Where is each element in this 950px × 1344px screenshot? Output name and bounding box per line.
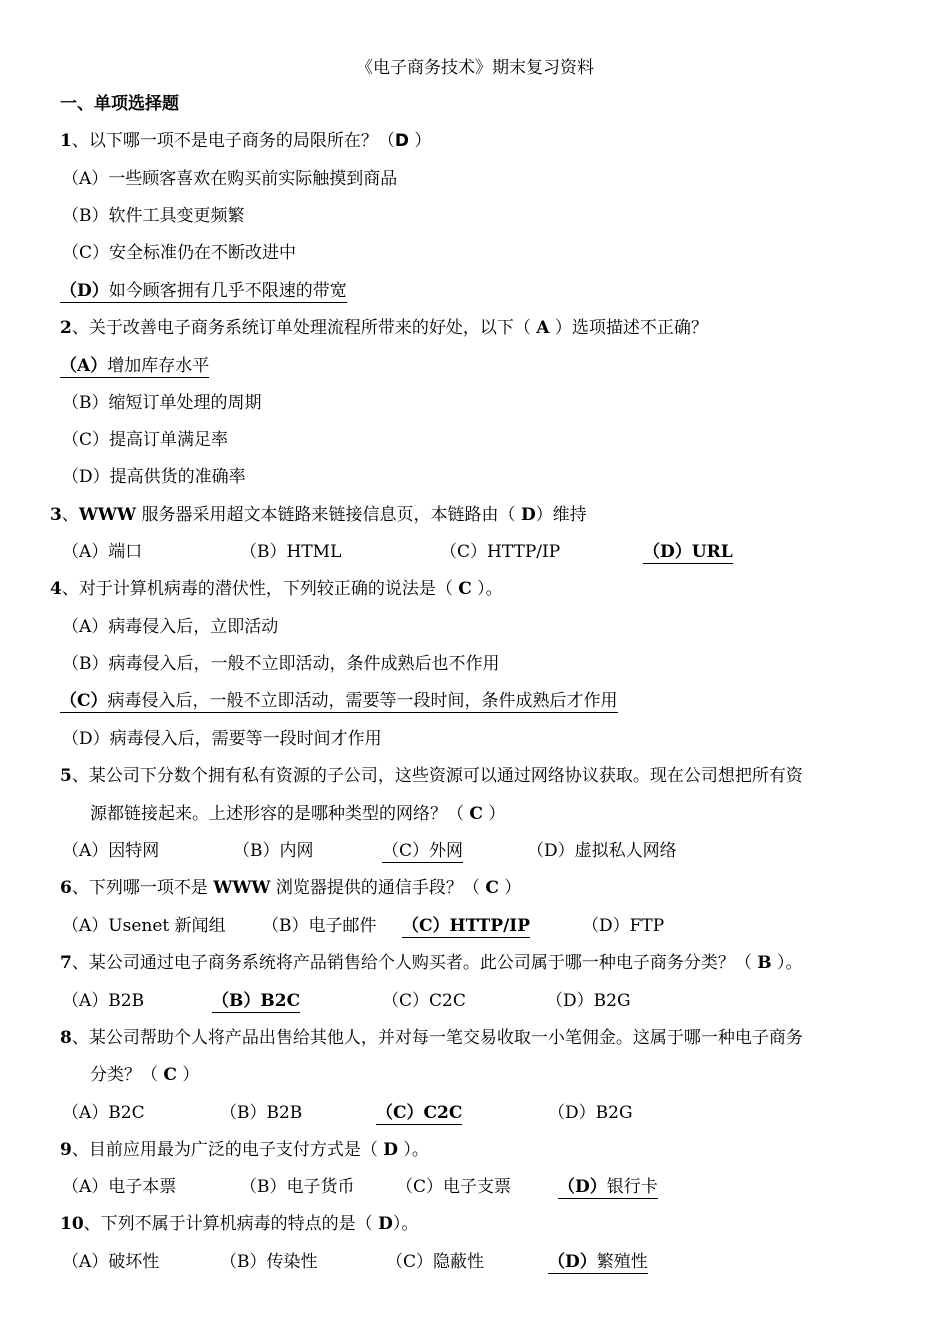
- question-text: 源都链接起来。上述形容的是哪种类型的网络？（: [90, 804, 470, 824]
- option-d: （D）FTP: [582, 916, 665, 936]
- option-a: （A）破坏性: [62, 1252, 160, 1272]
- question-close: ）。: [471, 579, 503, 599]
- question-3: [50, 504, 587, 526]
- option-b: （B）软件工具变更频繁: [62, 206, 245, 226]
- option-text: （C）HTTP/IP: [402, 916, 531, 936]
- question-number: 7: [60, 953, 72, 973]
- question-text: 、下列不属于计算机病毒的特点的是（: [83, 1214, 379, 1234]
- question-text: 、某公司帮助个人将产品出售给其他人，并对每一笔交易收取一小笔佣金。这属于哪一种电子商务: [71, 1028, 803, 1048]
- option-text: （C）外网: [382, 841, 464, 861]
- option-text: （C）C2C: [376, 1103, 463, 1123]
- question-close: ）。: [392, 1214, 419, 1234]
- option-text: 如今顾客拥有几乎不限速的带宽: [108, 281, 347, 301]
- option-d: （D）B2G: [548, 1103, 633, 1123]
- question-text-2: 浏览器提供的通信手段？（: [270, 878, 486, 898]
- option-c: （C）安全标准仍在不断改进中: [62, 243, 297, 263]
- question-number: 5: [60, 766, 72, 786]
- option-text: 银行卡: [606, 1177, 658, 1197]
- question-5-cont: [90, 803, 505, 825]
- option-a: （A）B2B: [62, 991, 145, 1011]
- option-a: （A）病毒侵入后，立即活动: [62, 617, 279, 637]
- answer-key: C: [163, 1065, 177, 1085]
- question-text: 、某公司下分数个拥有私有资源的子公司，这些资源可以通过网络协议获取。现在公司想把所有资: [71, 766, 803, 786]
- option-b: （B）电子货币: [240, 1177, 355, 1197]
- option-label: （A）: [60, 356, 108, 376]
- option-d: （D）B2G: [546, 991, 631, 1011]
- question-close: ）: [498, 878, 522, 898]
- option-c-correct: [60, 690, 618, 712]
- question-close: ）。: [771, 953, 803, 973]
- option-label: （D）: [548, 1252, 597, 1272]
- option-c-correct: [382, 840, 463, 862]
- option-c-correct: [402, 915, 530, 937]
- www-term: WWW: [78, 505, 137, 525]
- question-number: 6: [60, 878, 72, 898]
- question-number: 1: [60, 131, 72, 151]
- option-b: （B）电子邮件: [262, 916, 377, 936]
- option-c-correct: [376, 1102, 462, 1124]
- question-number: 3: [50, 505, 62, 525]
- option-b: （B）病毒侵入后，一般不立即活动，条件成熟后也不作用: [62, 654, 500, 674]
- answer-key: C: [469, 804, 483, 824]
- question-7: [60, 952, 803, 974]
- option-c: （C）提高订单满足率: [62, 430, 229, 450]
- question-close: ）: [482, 804, 506, 824]
- question-9: [60, 1139, 429, 1161]
- answer-key: D: [394, 131, 409, 151]
- option-label: （D）: [558, 1177, 607, 1197]
- question-10: [60, 1213, 418, 1235]
- option-a: （A）因特网: [62, 841, 160, 861]
- option-d-correct: [643, 541, 733, 563]
- option-d-correct: [548, 1251, 648, 1273]
- option-a: （A）Usenet 新闻组: [62, 916, 226, 936]
- document-title: 《电子商务技术》期末复习资料: [356, 58, 594, 78]
- www-term: WWW: [213, 878, 271, 898]
- answer-key: B: [757, 953, 772, 973]
- answer-key: A: [536, 318, 550, 338]
- question-close: ）: [176, 1065, 200, 1085]
- option-b-correct: [212, 990, 300, 1012]
- option-d: （D）病毒侵入后，需要等一段时间才作用: [62, 729, 382, 749]
- question-text: 、关于改善电子商务系统订单处理流程所带来的好处，以下（: [71, 318, 537, 338]
- question-6: [60, 877, 521, 899]
- question-1: [60, 130, 431, 152]
- question-number: 9: [60, 1140, 72, 1160]
- question-5: [60, 765, 803, 787]
- option-d-correct: [558, 1176, 658, 1198]
- option-a: （A）端口: [62, 542, 143, 562]
- option-d: （D）提高供货的准确率: [62, 467, 246, 487]
- question-text: 、某公司通过电子商务系统将产品销售给个人购买者。此公司属于哪一种电子商务分类？（: [71, 953, 758, 973]
- option-text: （B）B2C: [212, 991, 301, 1011]
- option-c: （C）电子支票: [396, 1177, 512, 1197]
- question-text: 、目前应用最为广泛的电子支付方式是（: [71, 1140, 384, 1160]
- question-close: ）: [408, 131, 432, 151]
- option-c: （C）HTTP/IP: [440, 542, 561, 562]
- question-separator: 、: [61, 505, 79, 525]
- option-a: （A）电子本票: [62, 1177, 177, 1197]
- option-label: （D）: [60, 281, 109, 301]
- option-d-correct: [60, 280, 347, 302]
- option-a: （A）一些顾客喜欢在购买前实际触摸到商品: [62, 169, 398, 189]
- option-b: （B）B2B: [220, 1103, 303, 1123]
- option-c: （C）C2C: [382, 991, 466, 1011]
- option-d: （D）虚拟私人网络: [527, 841, 677, 861]
- option-c: （C）隐蔽性: [386, 1252, 485, 1272]
- question-number: 4: [50, 579, 62, 599]
- option-b: （B）HTML: [240, 542, 342, 562]
- question-text: 、以下哪一项不是电子商务的局限所在？（: [71, 131, 395, 151]
- option-text: （D）URL: [643, 542, 733, 562]
- question-8: [60, 1027, 803, 1049]
- question-2: [60, 317, 708, 339]
- question-text: 、下列哪一项不是: [71, 878, 214, 898]
- question-number: 8: [60, 1028, 72, 1048]
- section-heading: 一、单项选择题: [60, 94, 179, 114]
- question-text: 分类？（: [90, 1065, 164, 1085]
- option-text: 增加库存水平: [107, 356, 210, 376]
- answer-key: D: [378, 1214, 393, 1234]
- answer-key: D: [520, 505, 536, 525]
- question-number: 2: [60, 318, 72, 338]
- option-text: 病毒侵入后，一般不立即活动，需要等一段时间，条件成熟后才作用: [107, 691, 618, 711]
- answer-key: D: [383, 1140, 398, 1160]
- answer-key: C: [458, 579, 472, 599]
- question-text: 服务器采用超文本链路来链接信息页，本链路由（: [136, 505, 521, 525]
- question-close: ）。: [398, 1140, 429, 1160]
- question-close: ）维持: [535, 505, 587, 525]
- option-b: （B）内网: [233, 841, 314, 861]
- question-close: ）选项描述不正确？: [549, 318, 708, 338]
- option-a-correct: [60, 355, 209, 377]
- answer-key: C: [485, 878, 499, 898]
- option-a: （A）B2C: [62, 1103, 145, 1123]
- question-number: 10: [60, 1214, 84, 1234]
- question-text: 、对于计算机病毒的潜伏性，下列较正确的说法是（: [61, 579, 459, 599]
- question-8-cont: [90, 1064, 199, 1086]
- option-label: （C）: [60, 691, 108, 711]
- option-text: 繁殖性: [596, 1252, 648, 1272]
- question-4: [50, 578, 503, 600]
- option-b: （B）缩短订单处理的周期: [62, 393, 262, 413]
- option-b: （B）传染性: [220, 1252, 318, 1272]
